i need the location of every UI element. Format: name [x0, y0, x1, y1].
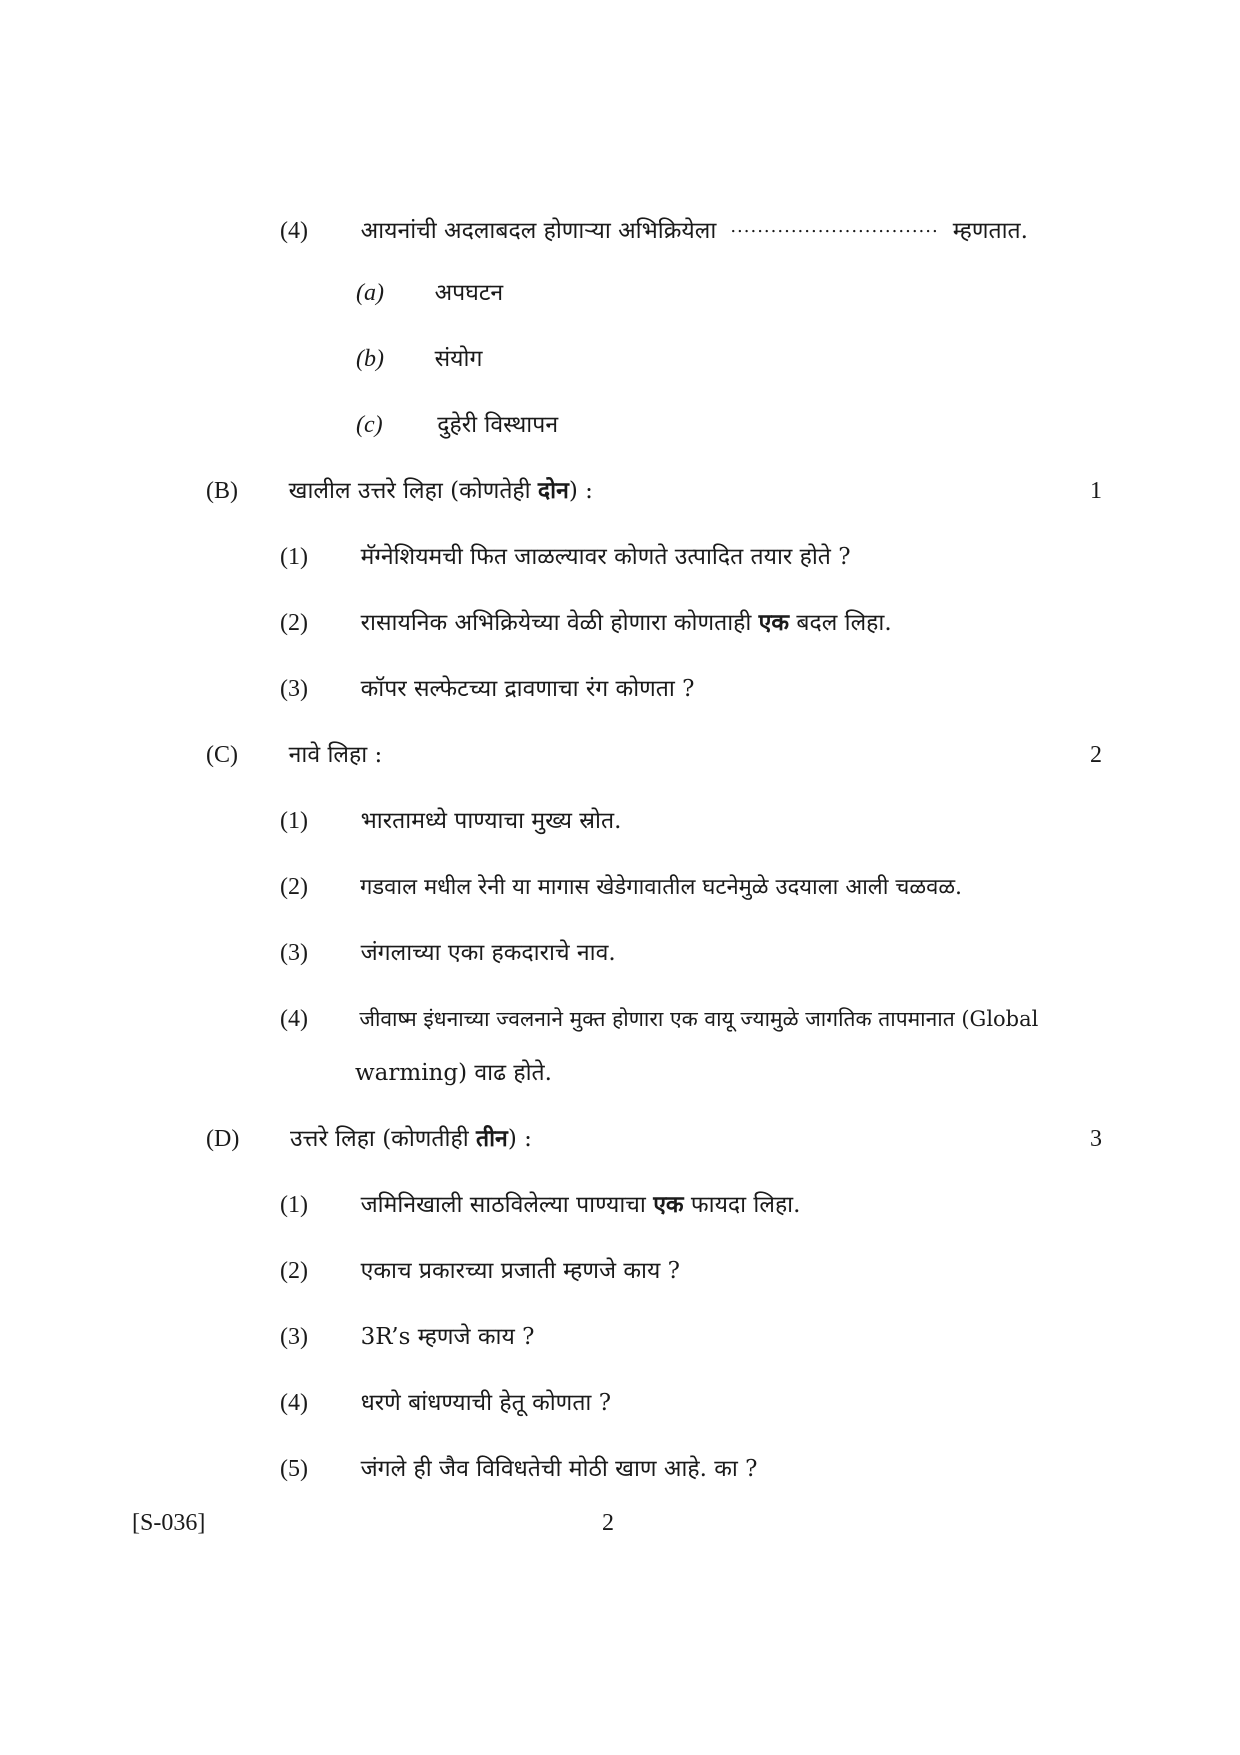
- option-label: (c): [356, 412, 383, 438]
- section-heading-text: उत्तरे लिहा (कोणतीही: [289, 1126, 469, 1152]
- item-number: (3): [280, 940, 308, 966]
- section-label: (B): [206, 478, 238, 504]
- list-item: [280, 1004, 1038, 1034]
- item-text: 3R’s म्हणजे काय ?: [360, 1324, 535, 1350]
- list-item: [280, 542, 851, 572]
- item-text: जमिनिखाली साठविलेल्या पाण्याचा: [360, 1192, 646, 1218]
- list-item: [280, 1256, 680, 1286]
- item-text: जंगलाच्या एका हकदाराचे नाव.: [360, 940, 616, 966]
- section-label: (D): [206, 1126, 240, 1152]
- option-a: [356, 278, 503, 308]
- section-heading-bold: तीन: [475, 1125, 508, 1152]
- list-item: [280, 1454, 757, 1484]
- item-text: warming) वाढ होते.: [355, 1060, 552, 1086]
- item-text-end: फायदा लिहा.: [690, 1192, 801, 1218]
- option-label: (a): [356, 280, 384, 306]
- section-label: (C): [206, 742, 238, 768]
- section-heading-bold: दोन: [537, 477, 569, 504]
- item-number: (2): [280, 1258, 308, 1284]
- section-c-marks: 2: [1090, 742, 1102, 768]
- item-text: कॉपर सल्फेटच्या द्रावणाचा रंग कोणता ?: [360, 676, 695, 702]
- section-heading-end: ) :: [507, 1126, 532, 1152]
- question-text: आयनांची अदलाबदल होणाऱ्या अभिक्रियेला: [360, 218, 717, 244]
- item-text: जंगले ही जैव विविधतेची मोठी खाण आहे. का ?: [360, 1456, 758, 1482]
- item-text: भारतामध्ये पाण्याचा मुख्य स्रोत.: [360, 808, 622, 834]
- item-text: धरणे बांधण्याची हेतू कोणता ?: [360, 1390, 612, 1416]
- option-b: [356, 344, 482, 374]
- list-item: [280, 938, 616, 968]
- item-text: एकाच प्रकारच्या प्रजाती म्हणजे काय ?: [360, 1258, 680, 1284]
- list-item-continuation: [355, 1058, 552, 1088]
- option-label: (b): [356, 346, 384, 372]
- option-text: दुहेरी विस्थापन: [437, 412, 559, 438]
- list-item: [280, 1388, 611, 1418]
- list-item: [280, 1190, 800, 1220]
- item-text: जीवाष्म इंधनाच्या ज्वलनाने मुक्त होणारा एक वायू ज्यामुळे जागतिक तापमानात (Global: [359, 1007, 1039, 1031]
- option-text: अपघटन: [434, 280, 504, 306]
- section-b-heading: [206, 476, 593, 506]
- list-item: [280, 608, 892, 638]
- list-item: [280, 872, 962, 903]
- section-b-marks: 1: [1090, 478, 1102, 504]
- item-text-bold: एक: [653, 1191, 684, 1218]
- blank-dots: ...............................: [730, 216, 939, 237]
- list-item: [280, 674, 695, 704]
- section-heading-text: नावे लिहा :: [288, 742, 383, 768]
- item-text: मॅग्नेशियमची फित जाळल्यावर कोणते उत्पादित तयार होते ?: [360, 544, 851, 570]
- section-d-heading: [206, 1124, 532, 1154]
- section-d-marks: 3: [1090, 1126, 1102, 1152]
- item-number: (3): [280, 1324, 308, 1350]
- paper-code: [S-036]: [132, 1510, 206, 1536]
- item-number: (4): [280, 1390, 308, 1416]
- section-c-heading: [206, 740, 382, 770]
- question-number: (4): [280, 218, 308, 244]
- question-4: [280, 212, 1028, 246]
- list-item: [280, 1322, 535, 1352]
- item-number: (3): [280, 676, 308, 702]
- section-heading-end: ) :: [568, 478, 593, 504]
- list-item: [280, 806, 621, 836]
- option-text: संयोग: [434, 346, 483, 372]
- item-number: (4): [280, 1006, 308, 1032]
- item-number: (1): [280, 1192, 308, 1218]
- item-text: गडवाल मधील रेनी या मागास खेडेगावातील घटनेमुळे उदयाला आली चळवळ.: [359, 875, 963, 900]
- item-number: (1): [280, 544, 308, 570]
- item-text-bold: एक: [758, 609, 790, 636]
- question-text-end: म्हणतात.: [952, 218, 1028, 244]
- item-number: (2): [280, 610, 308, 636]
- page-number: 2: [602, 1510, 614, 1536]
- option-c: [356, 410, 558, 440]
- section-heading-text: खालील उत्तरे लिहा (कोणतेही: [288, 478, 531, 504]
- item-text: रासायनिक अभिक्रियेच्या वेळी होणारा कोणताही: [360, 610, 752, 636]
- item-number: (2): [280, 874, 308, 900]
- item-number: (5): [280, 1456, 308, 1482]
- item-number: (1): [280, 808, 308, 834]
- item-text-end: बदल लिहा.: [796, 610, 892, 636]
